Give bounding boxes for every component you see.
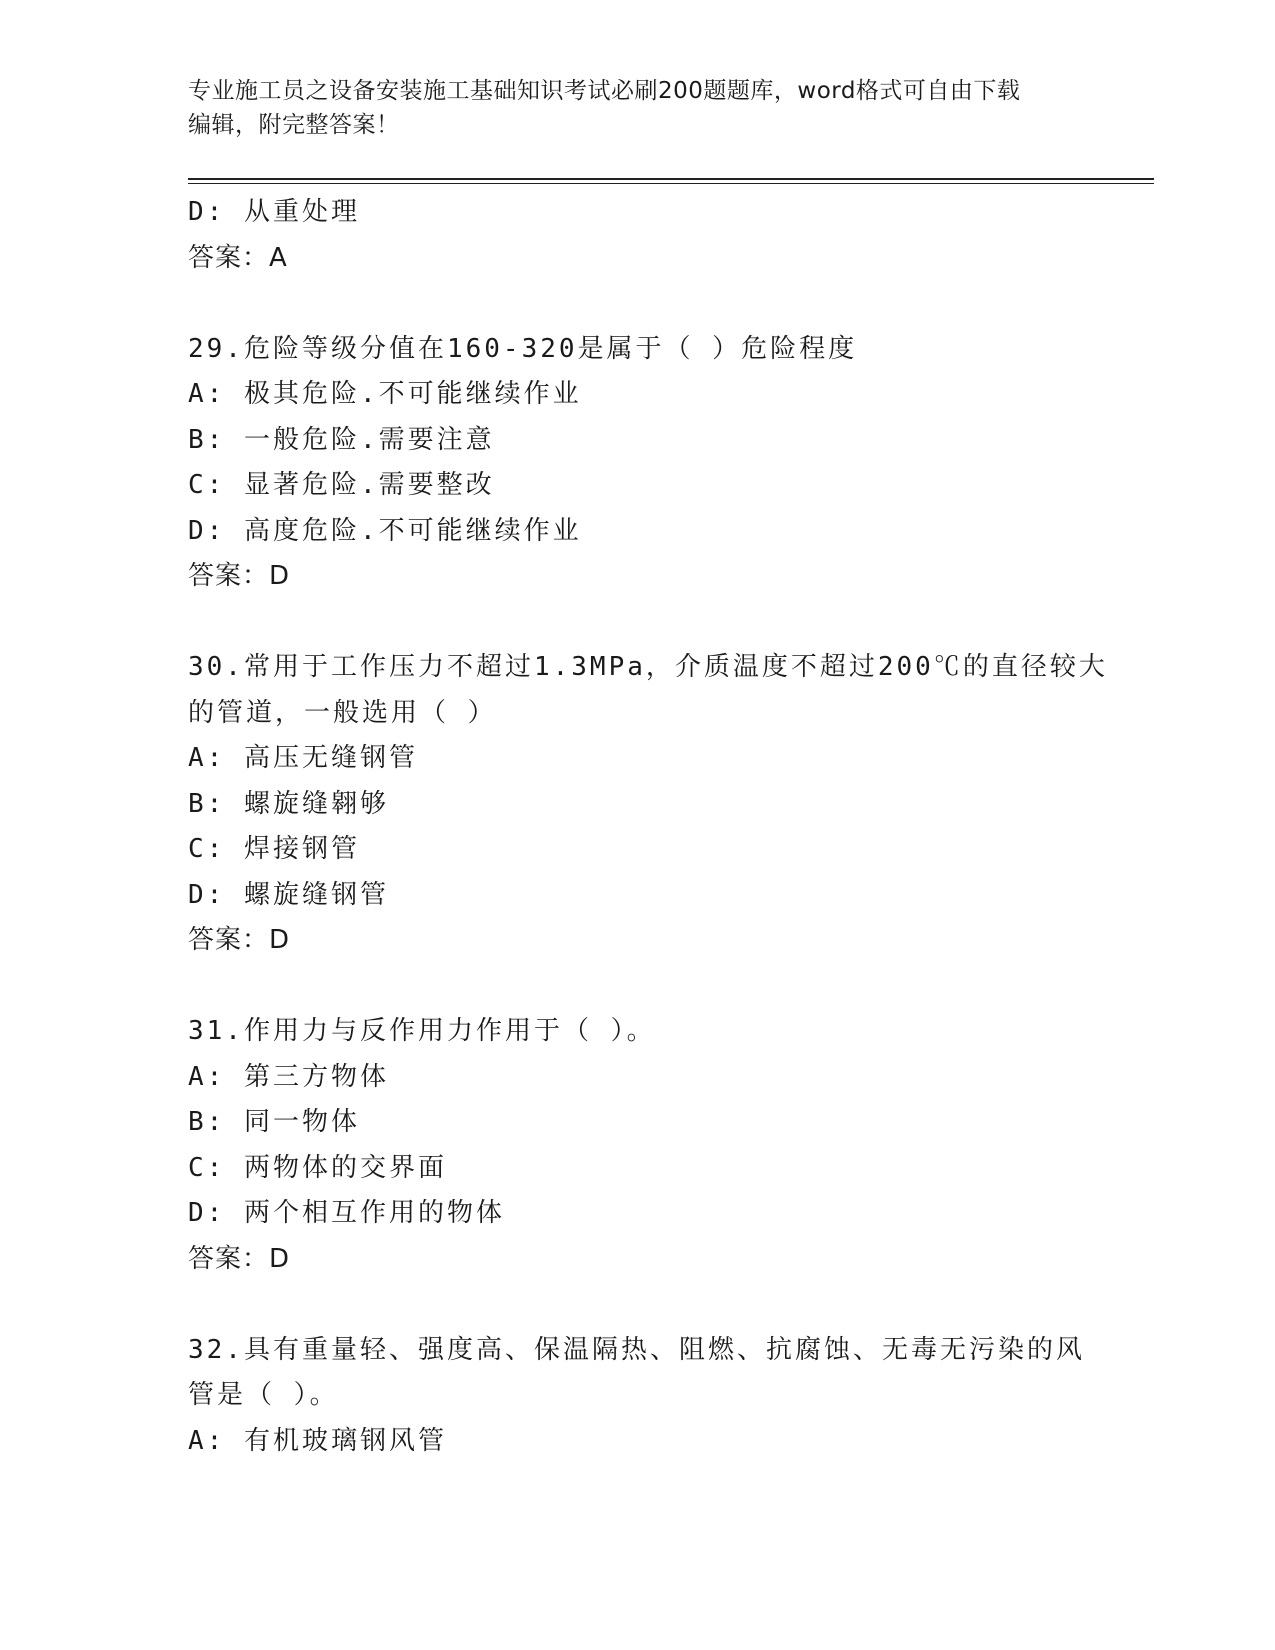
answer: 答案：D (188, 561, 291, 591)
question-stem-line2: 管是（ ）。 (188, 1380, 339, 1410)
option-d: D: 两个相互作用的物体 (188, 1198, 505, 1228)
page-header (188, 74, 1068, 142)
option-a: A: 有机玻璃钢风管 (188, 1425, 447, 1456)
option-c: C: 两物体的交界面 (188, 1152, 447, 1183)
option-a: A: 高压无缝钢管 (188, 743, 418, 773)
question-31 (188, 1009, 1088, 1282)
question-stem-line1: 32.具有重量轻、强度高、保温隔热、阻燃、抗腐蚀、无毒无污染的风 (188, 1334, 1085, 1365)
spacer (188, 600, 1088, 646)
question-32 (188, 1328, 1088, 1465)
option-b: B: 螺旋缝翱够 (188, 788, 389, 819)
option-d: D: 从重处理 (188, 197, 360, 227)
answer: 答案：D (188, 925, 291, 955)
header-title-line2: 编辑，附完整答案！ (188, 112, 400, 138)
header-divider (188, 178, 1154, 184)
option-d: D: 螺旋缝钢管 (188, 879, 389, 910)
question-stem-line1: 30.常用于工作压力不超过1.3MPa，介质温度不超过200℃的直径较大 (188, 652, 1108, 682)
document-body (188, 190, 1108, 1464)
header-title-line1: 专业施工员之设备安装施工基础知识考试必刷200题题库，word格式可自由下载 (188, 78, 1021, 104)
answer: 答案：D (188, 1243, 291, 1274)
question-30 (188, 645, 1108, 964)
answer: 答案：A (188, 242, 288, 273)
spacer (188, 1282, 1088, 1328)
option-a: A: 第三方物体 (188, 1061, 389, 1092)
option-d: D: 高度危险.不可能继续作业 (188, 515, 582, 546)
question-stem: 31.作用力与反作用力作用于（ ）。 (188, 1016, 656, 1046)
option-c: C: 焊接钢管 (188, 834, 360, 864)
question-stem: 29.危险等级分值在160-320是属于（ ）危险程度 (188, 333, 858, 364)
question-29 (188, 327, 1088, 600)
option-b: B: 一般危险.需要注意 (188, 424, 495, 455)
option-b: B: 同一物体 (188, 1107, 360, 1137)
spacer (188, 281, 1088, 327)
spacer (188, 964, 1088, 1010)
option-c: C: 显著危险.需要整改 (188, 470, 495, 500)
question-28-tail (188, 190, 1088, 281)
option-a: A: 极其危险.不可能继续作业 (188, 379, 582, 409)
question-stem-line2: 的管道，一般选用（ ） (188, 697, 497, 728)
